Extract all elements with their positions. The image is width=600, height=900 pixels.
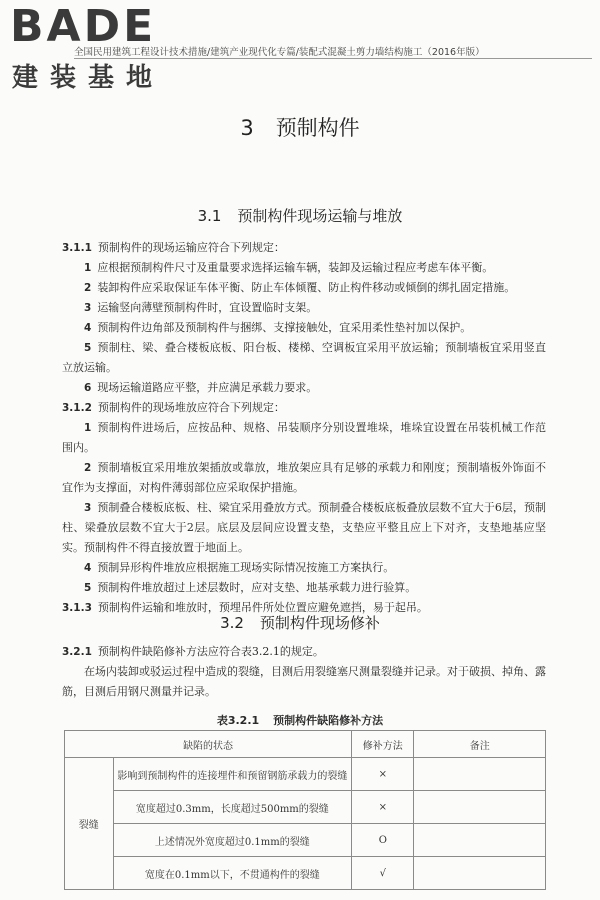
item-number: 5 [84,582,92,594]
cell-method: × [352,791,414,824]
clause-number: 3.1.3 [62,602,92,614]
table-row [65,824,546,857]
clause-number: 3.2.1 [62,646,92,658]
table-caption-number: 表3.2.1 [216,714,260,727]
cell-method: O [352,824,414,857]
page-header [0,0,600,100]
section-number: 3.1 [197,207,222,225]
header-remarks: 备注 [414,731,546,758]
clause-text: 预制构件缺陷修补方法应符合表3.2.1的规定。 [97,645,324,658]
clause-text: 预制构件运输和堆放时，预埋吊件所处位置应避免遮挡，易于起吊。 [97,601,428,614]
item-number: 4 [84,322,92,334]
cell-state: 宽度在0.1mm以下，不贯通构件的裂缝 [113,857,352,890]
item-number: 1 [84,422,92,434]
cell-state: 宽度超过0.3mm，长度超过500mm的裂缝 [113,791,352,824]
table-row [65,758,546,791]
list-item [62,258,546,278]
clause-number: 3.1.2 [62,402,92,414]
section-title-text: 预制构件现场修补 [259,614,380,632]
clause-3-2-1-para: 在场内装卸或驳运过程中造成的裂缝，目测后用裂缝塞尺测量裂缝并记录。对于破损、掉角、露筋，目测后用钢尺测量并记录。 [62,665,546,698]
header-repair-method: 修补方法 [352,731,414,758]
list-item [62,338,546,378]
clause-3-1-1 [62,238,546,258]
cell-method: × [352,758,414,791]
item-number: 3 [84,502,92,514]
item-text: 预制异形构件堆放应根据施工现场实际情况按施工方案执行。 [97,561,395,574]
header-defect-state: 缺陷的状态 [65,731,352,758]
list-item [62,578,546,598]
defect-repair-table [64,730,546,890]
section-3-2-body [62,642,546,702]
cell-state: 影响到预制构件的连接埋件和预留钢筋承载力的裂缝 [113,758,352,791]
cell-state: 上述情况外宽度超过0.1mm的裂缝 [113,824,352,857]
brand-logo: BADE [10,1,157,52]
item-number: 3 [84,302,92,314]
item-text: 预制构件边角部及预制构件与捆绑、支撑接触处，宜采用柔性垫衬加以保护。 [97,321,472,334]
item-text: 预制柱、梁、叠合楼板底板、阳台板、楼梯、空调板宜采用平放运输；预制墙板宜采用竖直立放运输。 [62,341,546,374]
list-item [62,558,546,578]
section-3-1-body [62,238,546,618]
list-item [62,458,546,498]
list-item [62,278,546,298]
table-row [65,791,546,824]
header-rule [74,58,592,59]
section-title-text: 预制构件现场运输与堆放 [237,207,403,225]
list-item [62,298,546,318]
table-row [65,857,546,890]
item-number: 2 [84,282,92,294]
list-item [62,318,546,338]
clause-3-2-1 [62,642,546,662]
chapter-title [0,112,600,142]
clause-3-1-2 [62,398,546,418]
list-item [62,418,546,458]
item-number: 5 [84,342,92,354]
list-item [62,498,546,558]
item-text: 预制墙板宜采用堆放架插放或靠放，堆放架应具有足够的承载力和刚度；预制墙板外饰面不宜作为支撑面，对构件薄弱部位应采取保护措施。 [62,461,546,494]
section-number: 3.2 [220,614,244,632]
item-text: 预制构件堆放超过上述层数时，应对支垫、地基承载力进行验算。 [97,581,417,594]
item-text: 装卸构件应采取保证车体平衡、防止车体倾覆、防止构件移动或倾倒的绑扎固定措施。 [97,281,516,294]
section-title-3-2 [0,612,600,633]
cell-remark [414,824,546,857]
section-title-3-1 [0,205,600,226]
group-cell-crack: 裂缝 [65,758,114,890]
clause-text: 预制构件的现场堆放应符合下列规定： [97,401,285,414]
item-text: 预制叠合楼板底板、柱、梁宜采用叠放方式。预制叠合楼板底板叠放层数不宜大于6层，预制柱、梁叠放层数不宜大于2层。底层及层间应设置支垫，支垫应平整且应上下对齐，支垫地基应坚实。预制构件不得直接放置于地面上。 [62,501,546,554]
cell-remark [414,791,546,824]
item-number: 4 [84,562,92,574]
item-text: 现场运输道路应平整，并应满足承载力要求。 [97,381,318,394]
running-title: 全国民用建筑工程设计技术措施/建筑产业现代化专篇/装配式混凝土剪力墙结构施工（2016年版） [74,47,485,58]
cell-remark [414,857,546,890]
chapter-number: 3 [240,116,254,140]
item-number: 2 [84,462,92,474]
clause-text: 预制构件的现场运输应符合下列规定： [97,241,285,254]
brand-logo-cn: 建装基地 [12,63,165,93]
clause-number: 3.1.1 [62,242,92,254]
item-number: 6 [84,382,92,394]
table-caption-text: 预制构件缺陷修补方法 [273,714,384,727]
table-caption [0,712,600,728]
cell-remark [414,758,546,791]
cell-method: √ [352,857,414,890]
item-text: 运输竖向薄壁预制构件时，宜设置临时支架。 [97,301,318,314]
chapter-title-text: 预制构件 [275,116,360,140]
item-number: 1 [84,262,92,274]
item-text: 预制构件进场后，应按品种、规格、吊装顺序分别设置堆垛，堆垛宜设置在吊装机械工作范围内。 [62,421,546,454]
table-header-row [65,731,546,758]
list-item [62,378,546,398]
item-text: 应根据预制构件尺寸及重量要求选择运输车辆，装卸及运输过程应考虑车体平衡。 [97,261,494,274]
